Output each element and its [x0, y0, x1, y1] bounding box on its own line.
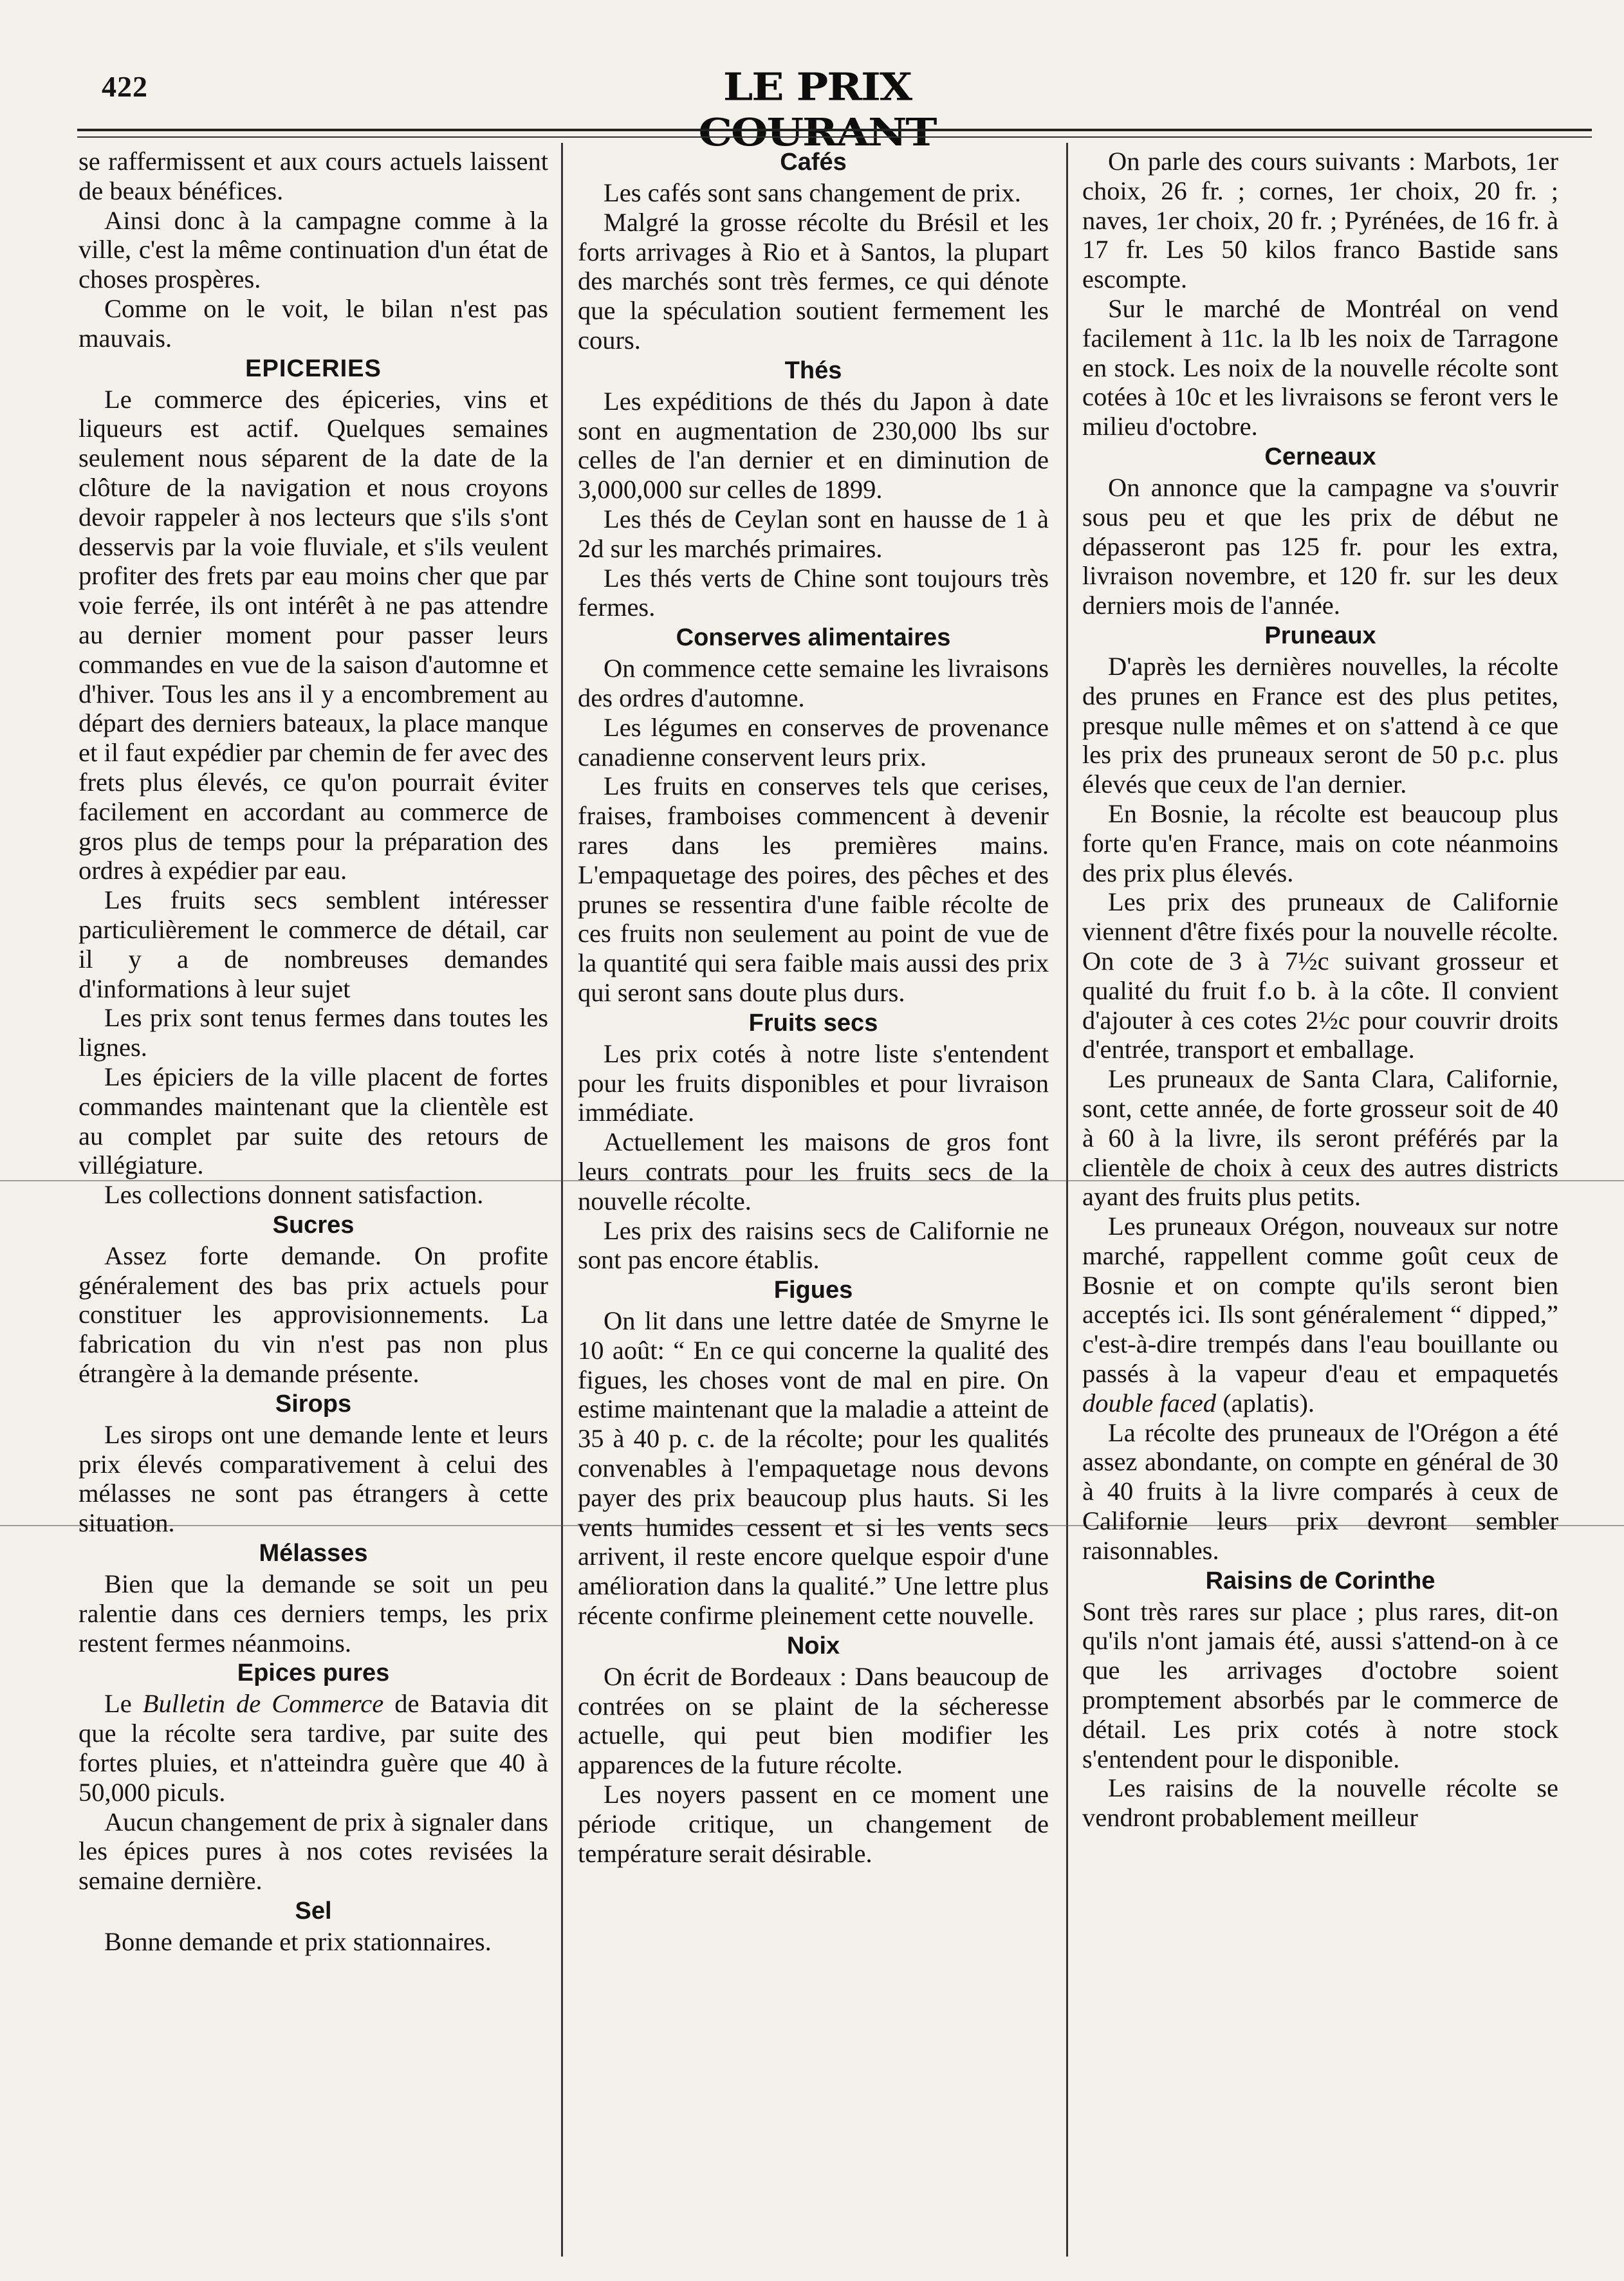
paragraph: Les prix sont tenus fermes dans toutes les lignes. — [78, 1003, 548, 1062]
column-divider — [1066, 143, 1068, 2257]
paragraph: Les prix cotés à notre liste s'entendent pour les fruits disponibles et pour livraison immédiate. — [578, 1039, 1049, 1127]
paragraph: Les fruits en conserves tels que cerises, fraises, framboises commencent à devenir rares dans les premières mains. L'empaquetage des poires, des pêches et des prunes se ressentira d'une faible récolte de ces fruits non seulement au point de vue de la quantité qui sera faible mais aussi des prix qui seront sans doute plus durs. — [578, 771, 1049, 1007]
paragraph: Les légumes en conserves de provenance canadienne conservent leurs prix. — [578, 712, 1049, 771]
paragraph: Sur le marché de Montréal on vend facilement à 11c. la lb les noix de Tarragone en stock. Les noix de la nouvelle récolte sont cotées à 10c et les livraisons se feront vers le milieu d'octobre. — [1082, 293, 1558, 441]
column-1 — [78, 147, 548, 1957]
section-heading-cerneaux: Cerneaux — [1264, 443, 1376, 470]
masthead-logo: LE PRIX COURANT — [698, 64, 936, 155]
paragraph: Bonne demande et prix stationnaires. — [104, 1927, 492, 1957]
section-heading-noix: Noix — [786, 1632, 840, 1659]
paragraph: On lit dans une lettre datée de Smyrne le 10 août: “ En ce qui concerne la qualité des figues, les choses vont de mal en pire. On estime maintenant que la maladie a atteint de 35 à 40 p. c. de la récolte; pour les qualités convenables à l'empaquetage nous devons payer des prix beaucoup plus hauts. Si les vents humides cessent et si les vents secs arrivent, il reste encore quelque espoir d'une amélioration dans la qualité.” Une lettre plus récente confirme pleinement cette nouvelle. — [578, 1306, 1049, 1630]
column-2 — [578, 147, 1049, 1868]
section-heading-conserves: Conserves alimentaires — [676, 624, 951, 652]
header-rule — [77, 129, 1592, 131]
paragraph — [1082, 1212, 1558, 1418]
header-rule-thin — [77, 136, 1592, 138]
section-heading-epiceries: EPICERIES — [245, 355, 382, 382]
text-run: (aplatis). — [1216, 1388, 1315, 1418]
paragraph: On parle des cours suivants : Marbots, 1er choix, 26 fr. ; cornes, 1er choix, 20 fr. ; naves, 1er choix, 20 fr. ; Pyrénées, de 16 fr. à 17 fr. Les 50 kilos franco Bastide sans escompte. — [1082, 147, 1558, 294]
paragraph: On commence cette semaine les livraisons des ordres d'automne. — [578, 654, 1049, 712]
paragraph: Comme on le voit, le bilan n'est pas mauvais. — [78, 293, 548, 353]
paragraph: Les noyers passent en ce moment une période critique, un changement de température serait désirable. — [578, 1780, 1049, 1868]
publication-title: Bulletin de Commerce — [142, 1689, 384, 1719]
section-heading-thes: Thés — [784, 356, 842, 384]
paragraph: Les raisins de la nouvelle récolte se vendront probablement meilleur — [1082, 1773, 1558, 1833]
page-number: 422 — [102, 70, 148, 103]
text-run: Les pruneaux Orégon, nouveaux sur notre marché, rappellent comme goût ceux de Bosnie et on compte qu'ils seront bien acceptés ici. Ils sont généralement “ dipped,” c'est-à-dire trempés dans l'eau bouillante ou passés à la vapeur d'eau et empaquetés — [1082, 1212, 1558, 1389]
section-heading-sel: Sel — [295, 1898, 332, 1925]
paragraph: Ainsi donc à la campagne comme à la ville, c'est la même continuation d'un état de choses prospères. — [78, 205, 548, 294]
section-heading-sirops: Sirops — [275, 1390, 352, 1418]
section-heading-figues: Figues — [773, 1277, 853, 1304]
section-heading-epices: Epices pures — [237, 1659, 390, 1687]
column-divider — [561, 143, 563, 2257]
text-run: Le — [104, 1689, 143, 1719]
paragraph — [78, 1689, 548, 1807]
paragraph: D'après les dernières nouvelles, la récolte des prunes en France est des plus petites, presque nulle mêmes et on s'attend à ce que les prix des pruneaux seront de 50 p.c. plus élevés que ceux de l'an dernier. — [1082, 651, 1558, 799]
paragraph: Les prix des raisins secs de Californie ne sont pas encore établis. — [578, 1215, 1049, 1275]
text-run: de Batavia dit que la récolte sera tardive, par suite des fortes pluies, et n'atteindra guère que 40 à 50,000 piculs. — [78, 1689, 548, 1807]
paragraph: Les sirops ont une demande lente et leurs prix élevés comparativement à celui des mélasses ne sont pas étrangers à cette situation. — [78, 1419, 548, 1538]
paragraph: Actuellement les maisons de gros font leurs contrats pour les fruits secs de la nouvelle récolte. — [578, 1127, 1049, 1215]
section-heading-fruits-secs: Fruits secs — [748, 1009, 878, 1037]
paragraph: Les fruits secs semblent intéresser particulièrement le commerce de détail, car il y a de nombreuses demandes d'informations à leur sujet — [78, 885, 548, 1003]
section-heading-melasses: Mélasses — [259, 1540, 368, 1567]
paragraph: Les cafés sont sans changement de prix. — [604, 178, 1021, 207]
paragraph: Le commerce des épiceries, vins et liqueurs est actif. Quelques semaines seulement nous séparent de la date de la clôture de la navigation et nous croyons devoir rappeler à nos lecteurs que s'ils s'ont desservis par la voie fluviale, et s'ils veulent profiter des frets par eau moins cher que par voie ferrée, ils ont intérêt à ne pas attendre au dernier moment pour passer leurs commandes en vue de la saison d'automne et d'hiver. Tous les ans il y a encombrement au départ des derniers bateaux, la place manque et il faut expédier par chemin de fer avec des frets plus élevés, ce qu'on pourrait éviter facilement en accordant au commerce de gros plus de temps pour la préparation des ordres à expédier par eau. — [78, 384, 548, 885]
paragraph: Les épiciers de la ville placent de fortes commandes maintenant que la clientèle est au complet par suite des retours de villégiature. — [78, 1062, 548, 1180]
section-heading-pruneaux: Pruneaux — [1264, 622, 1376, 649]
paragraph: En Bosnie, la récolte est beaucoup plus forte qu'en France, mais on cote néanmoins des prix plus élevés. — [1082, 799, 1558, 887]
section-heading-cafes: Cafés — [780, 149, 847, 176]
paragraph: Malgré la grosse récolte du Brésil et les forts arrivages à Rio et à Santos, la plupart des marchés sont très fermes, ce qui dénote que la spéculation soutient fermement les cours. — [578, 207, 1049, 355]
column-3 — [1082, 147, 1558, 1833]
paragraph: Aucun changement de prix à signaler dans les épices pures à nos cotes revisées la semaine dernière. — [78, 1807, 548, 1896]
paragraph: Les collections donnent satisfaction. — [104, 1180, 484, 1210]
italic-term: double faced — [1082, 1388, 1217, 1418]
paragraph: Sont très rares sur place ; plus rares, dit-on qu'ils n'ont jamais été, aussi s'attend-on à ce que les arrivages d'octobre soient promptement absorbés par le commerce de détail. Les prix cotés à notre stock s'entendent pour le disponible. — [1082, 1596, 1558, 1773]
paragraph: Les thés verts de Chine sont toujours très fermes. — [578, 563, 1049, 622]
paragraph: On écrit de Bordeaux : Dans beaucoup de contrées on se plaint de la sécheresse actuelle, qui peut bien modifier les apparences de la future récolte. — [578, 1661, 1049, 1780]
paragraph: Les prix des pruneaux de Californie viennent d'être fixés pour la nouvelle récolte. On cote de 3 à 7½c suivant grosseur et qualité du fruit f.o b. à la côte. Il convient d'ajouter à ces cotes 2½c pour couvrir droits d'entrée, transport et emballage. — [1082, 887, 1558, 1064]
paragraph: se raffermissent et aux cours actuels laissent de beaux bénéfices. — [78, 147, 548, 205]
paragraph: Les pruneaux de Santa Clara, Californie, sont, cette année, de forte grosseur soit de 40 à 60 à la livre, ils seront préférés par la clientèle de choix à ceux des autres districts ayant des fruits plus petits. — [1082, 1064, 1558, 1212]
section-heading-raisins: Raisins de Corinthe — [1205, 1567, 1435, 1594]
paragraph: Bien que la demande se soit un peu ralentie dans ces derniers temps, les prix restent fermes néanmoins. — [78, 1569, 548, 1658]
paragraph: On annonce que la campagne va s'ouvrir sous peu et que les prix de début ne dépasseront pas 125 fr. pour les extra, livraison novembre, et 120 fr. sur les deux derniers mois de l'année. — [1082, 472, 1558, 620]
paragraph: Assez forte demande. On profite généralement des bas prix actuels pour constituer les approvisionnements. La fabrication du vin n'est pas non plus étrangère à la demande présente. — [78, 1241, 548, 1389]
section-heading-sucres: Sucres — [272, 1211, 355, 1239]
paragraph: Les thés de Ceylan sont en hausse de 1 à 2d sur les marchés primaires. — [578, 504, 1049, 563]
paragraph: La récolte des pruneaux de l'Orégon a été assez abondante, on compte en général de 30 à 40 fruits à la livre comparés à ceux de Californie leurs prix devront sembler raisonnables. — [1082, 1418, 1558, 1565]
paragraph: Les expéditions de thés du Japon à date sont en augmentation de 230,000 lbs sur celles de l'an dernier et en diminution de 3,000,000 sur celles de 1899. — [578, 386, 1049, 504]
